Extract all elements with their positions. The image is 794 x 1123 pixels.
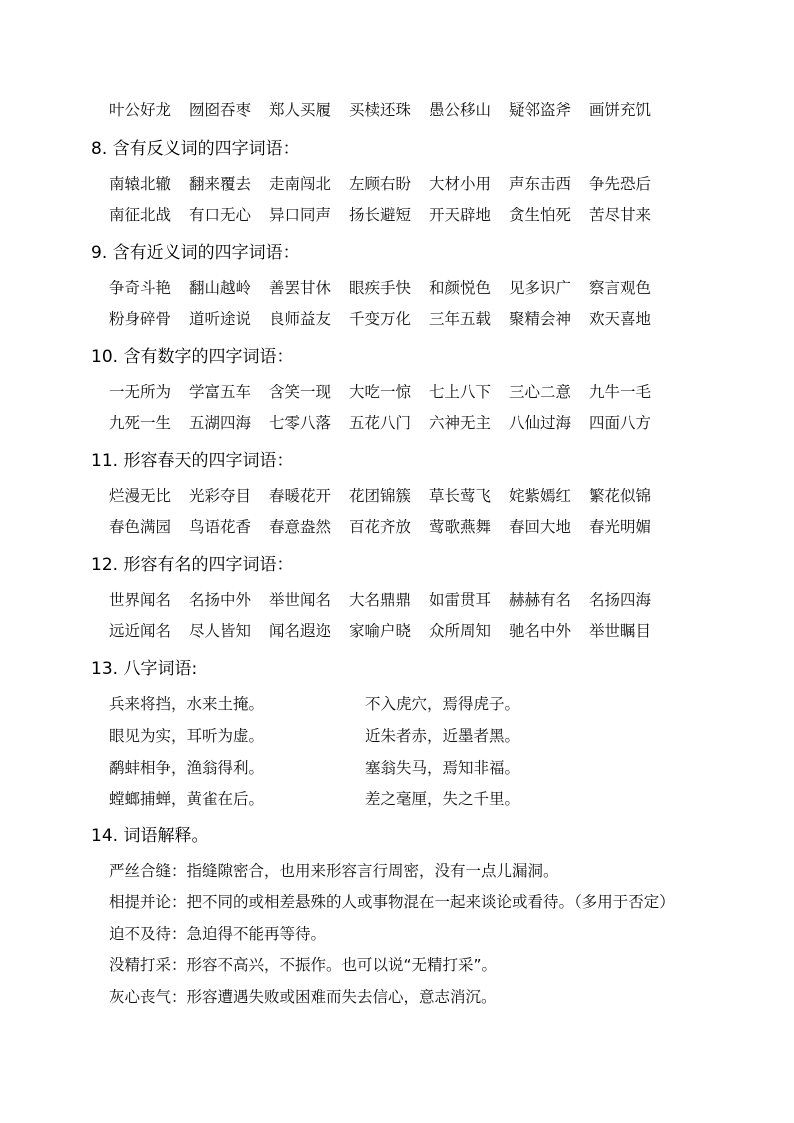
word-item: 和颜悦色 (429, 279, 492, 297)
word-item: 翻来覆去 (189, 175, 252, 193)
word-item: 有口无心 (189, 206, 252, 224)
word-item: 驰名中外 (509, 622, 572, 640)
section-heading-11: 11. 形容春天的四字词语： (91, 451, 294, 471)
word-item: 名扬中外 (189, 591, 252, 609)
eight-char-phrase: 眼见为实，耳听为虚。 (109, 727, 265, 745)
word-item: 粉身碎骨 (109, 310, 172, 328)
word-item: 大吃一惊 (349, 383, 412, 401)
section-heading-14: 14. 词语解释。 (91, 826, 209, 846)
word-item: 五湖四海 (189, 414, 252, 432)
eight-char-phrase: 差之毫厘，失之千里。 (365, 790, 521, 808)
word-item: 姹紫嫣红 (509, 487, 572, 505)
word-item: 繁花似锦 (589, 487, 652, 505)
word-item: 买椟还珠 (349, 101, 412, 119)
word-item: 春意盎然 (269, 518, 332, 536)
word-item: 举世闻名 (269, 591, 332, 609)
word-item: 眼疾手快 (349, 279, 412, 297)
word-item: 聚精会神 (509, 310, 572, 328)
word-item: 苦尽甘来 (589, 206, 652, 224)
word-item: 三年五载 (429, 310, 492, 328)
word-item: 囫囵吞枣 (189, 101, 252, 119)
word-item: 四面八方 (589, 414, 652, 432)
word-item: 大名鼎鼎 (349, 591, 412, 609)
word-item: 家喻户晓 (349, 622, 412, 640)
definition-line: 相提并论：把不同的或相差悬殊的人或事物混在一起来谈论或看待。（多用于否定） (109, 893, 675, 911)
word-item: 大材小用 (429, 175, 492, 193)
eight-char-phrase: 近朱者赤，近墨者黑。 (365, 727, 521, 745)
word-item: 六神无主 (429, 414, 492, 432)
word-item: 尽人皆知 (189, 622, 252, 640)
word-item: 七上八下 (429, 383, 492, 401)
word-item: 八仙过海 (509, 414, 572, 432)
word-item: 赫赫有名 (509, 591, 572, 609)
eight-char-phrase: 兵来将挡，水来土掩。 (109, 695, 265, 713)
definition-line: 灰心丧气：形容遭遇失败或困难而失去信心，意志消沉。 (109, 988, 497, 1006)
word-item: 闻名遐迩 (269, 622, 332, 640)
word-item: 叶公好龙 (109, 101, 172, 119)
word-item: 扬长避短 (349, 206, 412, 224)
word-item: 声东击西 (509, 175, 572, 193)
word-item: 百花齐放 (349, 518, 412, 536)
section-heading-10: 10. 含有数字的四字词语： (91, 347, 294, 367)
word-item: 欢天喜地 (589, 310, 652, 328)
section-heading-8: 8. 含有反义词的四字词语： (91, 139, 300, 159)
word-item: 学富五车 (189, 383, 252, 401)
word-item: 名扬四海 (589, 591, 652, 609)
word-item: 道听途说 (189, 310, 252, 328)
word-item: 花团锦簇 (349, 487, 412, 505)
word-item: 争奇斗艳 (109, 279, 172, 297)
word-item: 郑人买履 (269, 101, 332, 119)
word-item: 疑邻盗斧 (509, 101, 572, 119)
eight-char-phrase: 塞翁失马，焉知非福。 (365, 759, 521, 777)
word-item: 五花八门 (349, 414, 412, 432)
word-item: 烂漫无比 (109, 487, 172, 505)
word-item: 春暖花开 (269, 487, 332, 505)
eight-char-phrase: 螳螂捕蝉，黄雀在后。 (109, 790, 265, 808)
word-item: 见多识广 (509, 279, 572, 297)
word-item: 南征北战 (109, 206, 172, 224)
word-item: 异口同声 (269, 206, 332, 224)
definition-line: 迫不及待：急迫得不能再等待。 (109, 925, 327, 943)
word-item: 远近闻名 (109, 622, 172, 640)
definition-line: 没精打采：形容不高兴，不振作。也可以说“无精打采”。 (109, 956, 498, 974)
word-item: 九死一生 (109, 414, 172, 432)
word-item: 九牛一毛 (589, 383, 652, 401)
word-item: 光彩夺目 (189, 487, 252, 505)
word-item: 争先恐后 (589, 175, 652, 193)
word-item: 走南闯北 (269, 175, 332, 193)
word-item: 春色满园 (109, 518, 172, 536)
word-item: 草长莺飞 (429, 487, 492, 505)
word-item: 如雷贯耳 (429, 591, 492, 609)
word-item: 良师益友 (269, 310, 332, 328)
word-item: 贪生怕死 (509, 206, 572, 224)
word-item: 春光明媚 (589, 518, 652, 536)
section-heading-13: 13. 八字词语: (91, 659, 198, 679)
word-item: 莺歌燕舞 (429, 518, 492, 536)
word-item: 三心二意 (509, 383, 572, 401)
definition-line: 严丝合缝：指缝隙密合，也用来形容言行周密，没有一点儿漏洞。 (109, 862, 559, 880)
word-item: 鸟语花香 (189, 518, 252, 536)
word-item: 画饼充饥 (589, 101, 652, 119)
eight-char-phrase: 鹬蚌相争，渔翁得利。 (109, 759, 265, 777)
eight-char-phrase: 不入虎穴，焉得虎子。 (365, 695, 521, 713)
word-item: 众所周知 (429, 622, 492, 640)
word-item: 含笑一现 (269, 383, 332, 401)
word-item: 举世瞩目 (589, 622, 652, 640)
word-item: 察言观色 (589, 279, 652, 297)
word-item: 七零八落 (269, 414, 332, 432)
word-item: 翻山越岭 (189, 279, 252, 297)
word-item: 春回大地 (509, 518, 572, 536)
word-item: 愚公移山 (429, 101, 492, 119)
word-item: 千变万化 (349, 310, 412, 328)
section-heading-12: 12. 形容有名的四字词语： (91, 555, 294, 575)
word-item: 一无所为 (109, 383, 172, 401)
word-item: 开天辟地 (429, 206, 492, 224)
word-item: 南辕北辙 (109, 175, 172, 193)
word-item: 善罢甘休 (269, 279, 332, 297)
section-heading-9: 9. 含有近义词的四字词语： (91, 243, 300, 263)
word-item: 左顾右盼 (349, 175, 412, 193)
word-item: 世界闻名 (109, 591, 172, 609)
